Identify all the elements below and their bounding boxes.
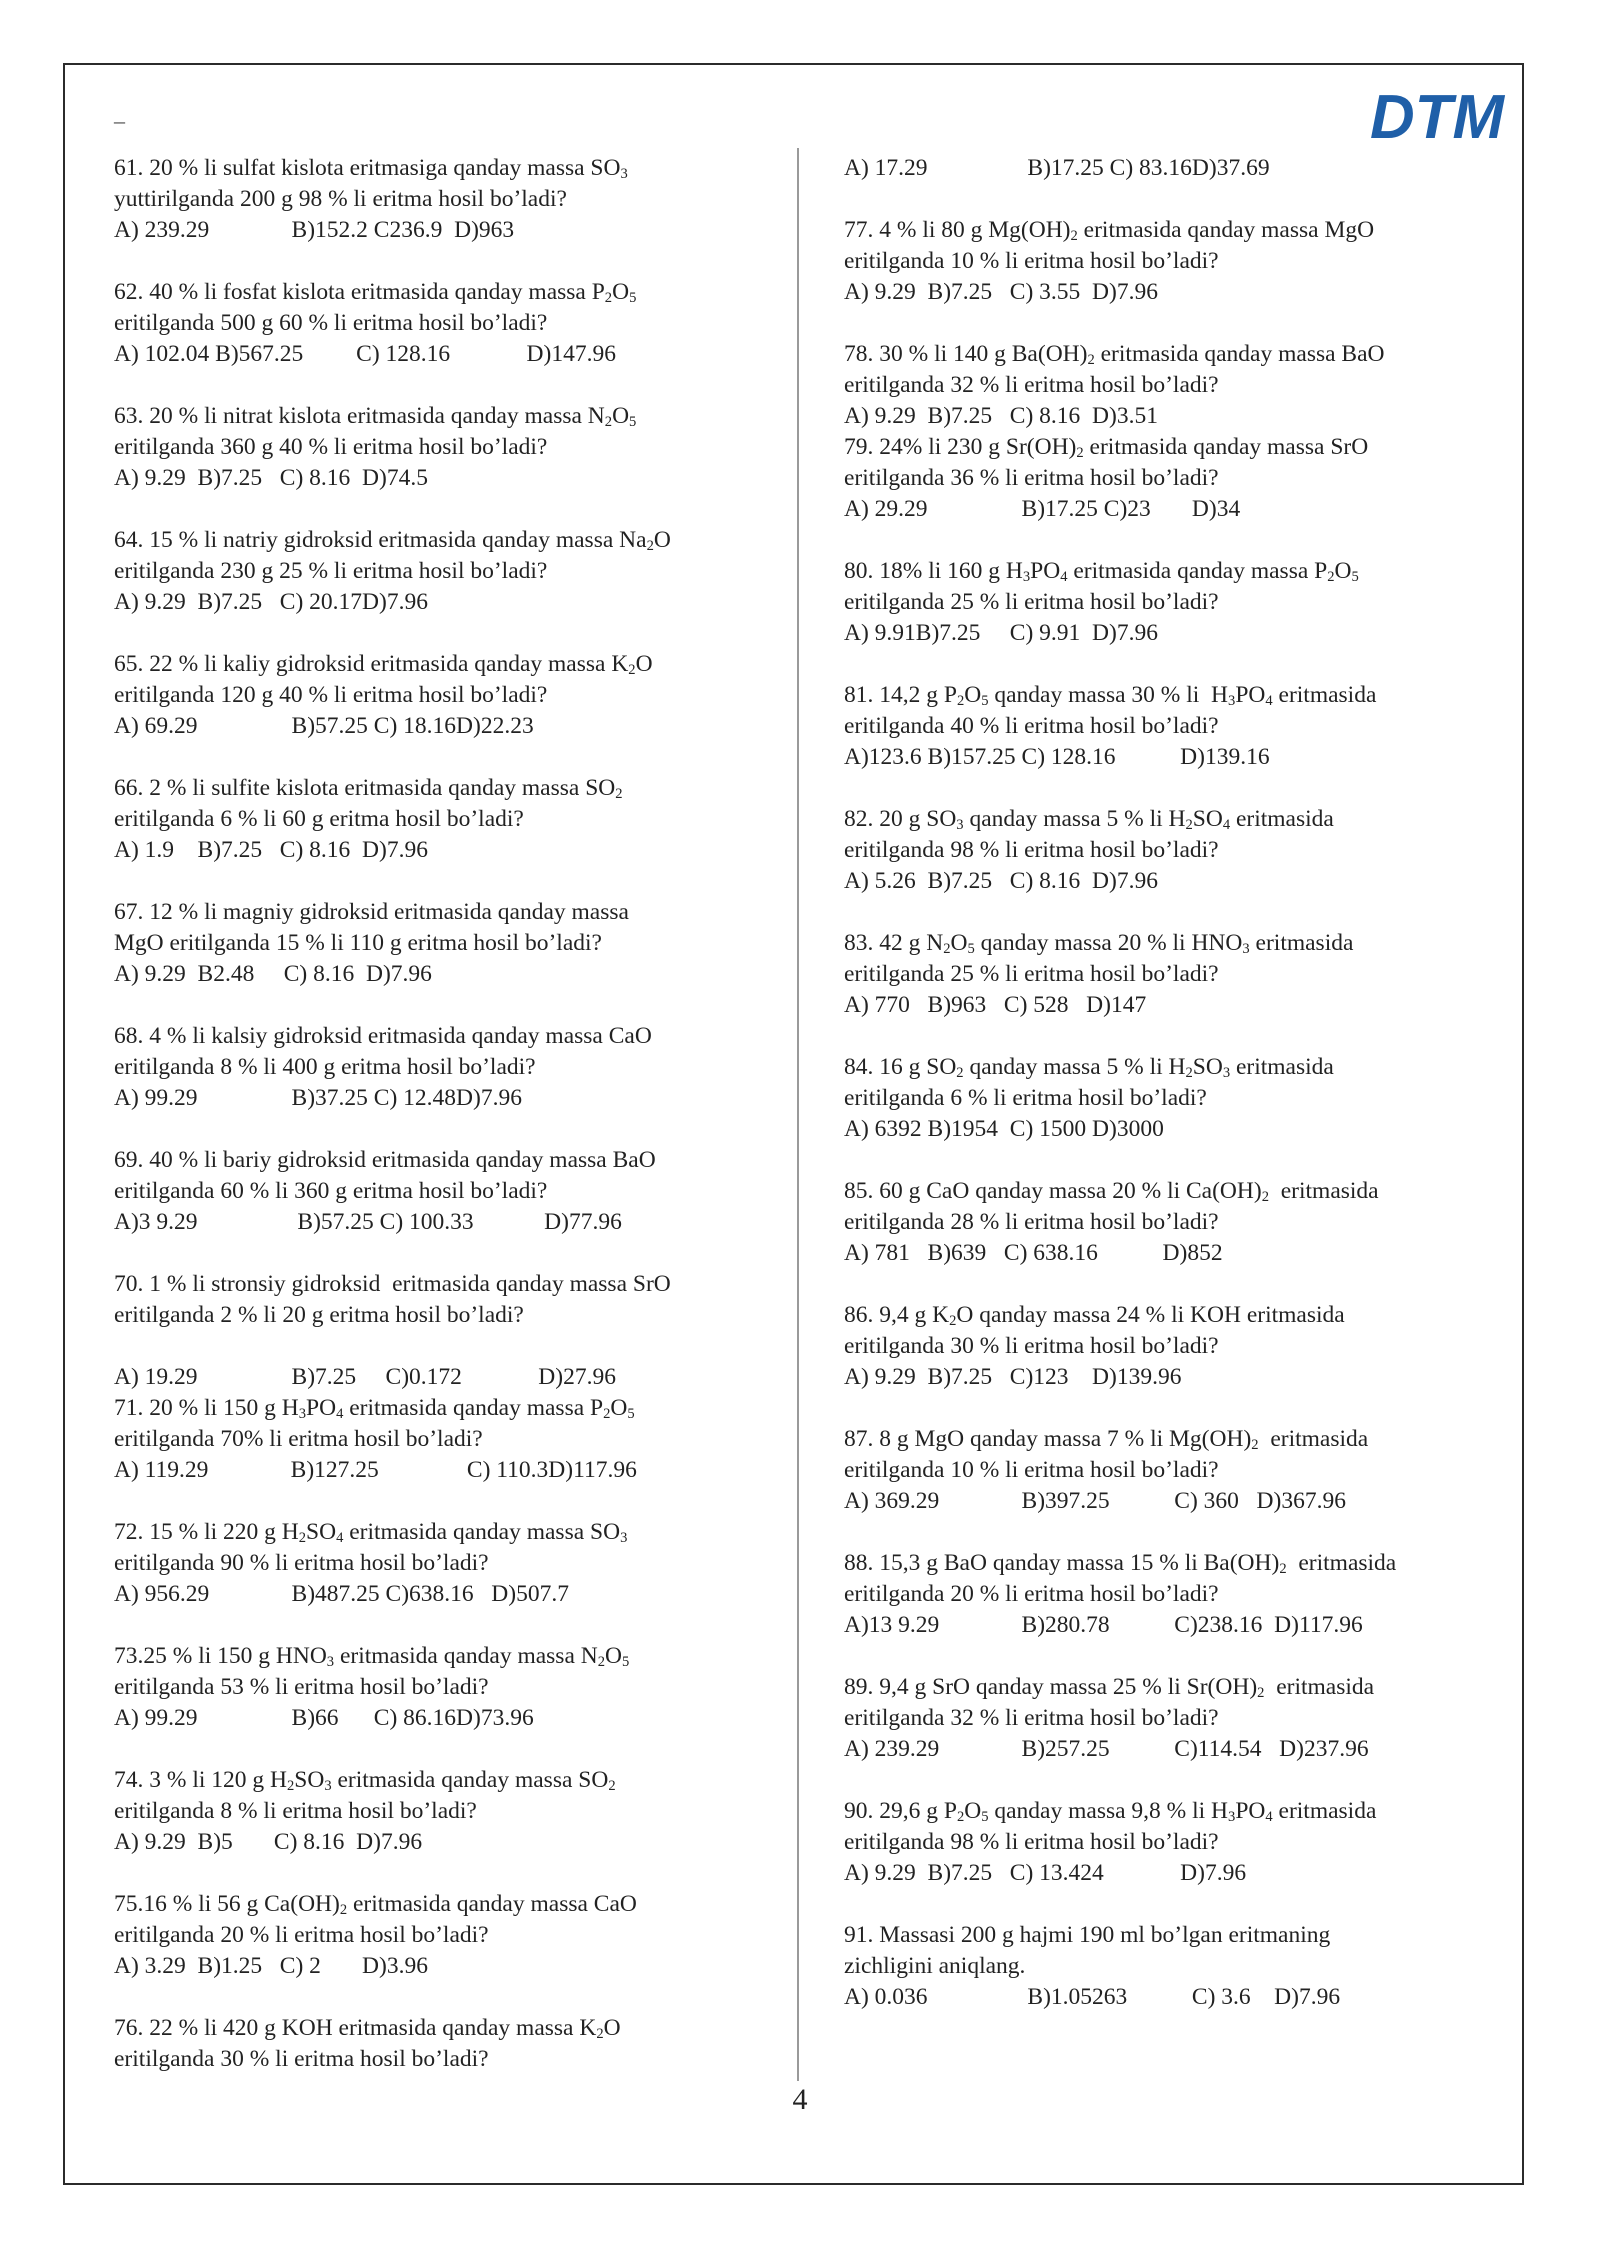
question-block: [844, 928, 1504, 1021]
question-line: 65. 22 % li kaliy gidroksid eritmasida qanday massa $K_2O$: [114, 651, 653, 678]
question-block: [844, 1300, 1504, 1393]
right-column: [844, 153, 1504, 2044]
question-line: A) 29.29 B)17.25 C)23 D)34: [844, 496, 1241, 522]
question-block: [844, 1176, 1504, 1269]
question-line: A) 17.29 B)17.25 C) 83.16D)37.69: [844, 155, 1270, 181]
question-block: [844, 804, 1504, 897]
question-line: eritilganda 20 % li eritma hosil bo’ladi?: [114, 1922, 489, 1948]
question-line: A) 99.29 B)37.25 C) 12.48D)7.96: [114, 1085, 522, 1111]
question-line: 73.25 % li 150 g $HNO_3$ eritmasida qanday massa $N_2O_5$: [114, 1643, 630, 1670]
question-line: MgO eritilganda 15 % li 110 g eritma hosil bo’ladi?: [114, 930, 602, 956]
question-line: eritilganda 6 % li eritma hosil bo’ladi?: [844, 1085, 1207, 1111]
question-line: eritilganda 32 % li eritma hosil bo’ladi?: [844, 1705, 1219, 1731]
question-line: 71. 20 % li 150 g $H_3PO_4$ eritmasida qanday massa $P_2O_5$: [114, 1395, 635, 1422]
question-line: A) 69.29 B)57.25 C) 18.16D)22.23: [114, 713, 534, 739]
question-line: A) 239.29 B)152.2 C236.9 D)963: [114, 217, 515, 243]
question-line: eritilganda 32 % li eritma hosil bo’ladi?: [844, 372, 1219, 398]
question-line: A) 781 B)639 C) 638.16 D)852: [844, 1240, 1223, 1266]
question-line: eritilganda 25 % li eritma hosil bo’ladi?: [844, 589, 1219, 615]
question-line: 62. 40 % li fosfat kislota eritmasida qanday massa $P_2O_5$: [114, 279, 637, 306]
question-line: eritilganda 10 % li eritma hosil bo’ladi?: [844, 248, 1219, 274]
question-line: A)123.6 B)157.25 C) 128.16 D)139.16: [844, 744, 1270, 770]
question-block: [844, 1672, 1504, 1765]
question-block: [844, 680, 1504, 773]
question-line: 83. 42 g $N_2O_5$ qanday massa 20 % li $HNO_3$ eritmasida: [844, 930, 1354, 957]
question-line: 70. 1 % li stronsiy gidroksid eritmasida qanday massa SrO: [114, 1271, 671, 1297]
column-divider: [797, 148, 799, 2081]
question-line: eritilganda 230 g 25 % li eritma hosil bo’ladi?: [114, 558, 548, 584]
question-line: 88. 15,3 g BaO qanday massa 15 % li $Ba(OH)_2$ eritmasida: [844, 1550, 1397, 1577]
question-line: 91. Massasi 200 g hajmi 190 ml bo’lgan eritmaning: [844, 1922, 1331, 1948]
question-line: A) 239.29 B)257.25 C)114.54 D)237.96: [844, 1736, 1369, 1762]
question-line: 75.16 % li 56 g $Ca(OH)_2$ eritmasida qanday massa CaO: [114, 1891, 637, 1918]
question-line: A) 5.26 B)7.25 C) 8.16 D)7.96: [844, 868, 1158, 894]
question-line: eritilganda 25 % li eritma hosil bo’ladi?: [844, 961, 1219, 987]
question-block: [844, 1424, 1504, 1517]
left-column: [114, 153, 774, 2106]
question-line: [114, 1331, 774, 1362]
question-block: [844, 339, 1504, 432]
question-block: [844, 153, 1504, 184]
question-line: A) 9.29 B)7.25 C) 3.55 D)7.96: [844, 279, 1158, 305]
question-line: 79. 24% li 230 g $Sr(OH)_2$ eritmasida qanday massa SrO: [844, 434, 1369, 461]
question-line: 81. 14,2 g $P_2O_5$ qanday massa 30 % li $H_3PO_4$ eritmasida: [844, 682, 1377, 709]
question-line: 85. 60 g CaO qanday massa 20 % li $Ca(OH)_2$ eritmasida: [844, 1178, 1379, 1205]
question-line: A) 9.29 B)7.25 C) 20.17D)7.96: [114, 589, 428, 615]
question-block: [114, 153, 774, 246]
question-line: A) 102.04 B)567.25 C) 128.16 D)147.96: [114, 341, 616, 367]
question-line: A) 99.29 B)66 C) 86.16D)73.96: [114, 1705, 534, 1731]
question-line: A) 9.29 B)7.25 C) 8.16 D)74.5: [114, 465, 428, 491]
question-line: 64. 15 % li natriy gidroksid eritmasida qanday massa $Na_2O$: [114, 527, 671, 554]
question-block: [114, 1889, 774, 1982]
question-line: A) 119.29 B)127.25 C) 110.3D)117.96: [114, 1457, 637, 1483]
question-line: eritilganda 2 % li 20 g eritma hosil bo’ladi?: [114, 1302, 524, 1328]
question-line: A) 0.036 B)1.05263 C) 3.6 D)7.96: [844, 1984, 1341, 2010]
question-line: 89. 9,4 g SrO qanday massa 25 % li $Sr(OH)_2$ eritmasida: [844, 1674, 1375, 1701]
question-block: [844, 1796, 1504, 1889]
question-block: [114, 1765, 774, 1858]
question-line: 61. 20 % li sulfat kislota eritmasiga qanday massa $SO_3$: [114, 155, 628, 182]
question-block: [114, 773, 774, 866]
question-line: 72. 15 % li 220 g $H_2SO_4$ eritmasida qanday massa $SO_3$: [114, 1519, 628, 1546]
question-line: eritilganda 500 g 60 % li eritma hosil bo’ladi?: [114, 310, 548, 336]
question-line: 77. 4 % li 80 g $Mg(OH)_2$ eritmasida qanday massa MgO: [844, 217, 1375, 244]
header-dash: –: [114, 108, 125, 133]
question-line: 63. 20 % li nitrat kislota eritmasida qanday massa $N_2O_5$: [114, 403, 637, 430]
question-line: A) 6392 B)1954 C) 1500 D)3000: [844, 1116, 1164, 1142]
question-line: eritilganda 8 % li eritma hosil bo’ladi?: [114, 1798, 477, 1824]
question-line: eritilganda 36 % li eritma hosil bo’ladi?: [844, 465, 1219, 491]
question-block: [114, 1021, 774, 1114]
question-line: A)3 9.29 B)57.25 C) 100.33 D)77.96: [114, 1209, 622, 1235]
question-line: A) 1.9 B)7.25 C) 8.16 D)7.96: [114, 837, 428, 863]
question-line: 74. 3 % li 120 g $H_2SO_3$ eritmasida qanday massa $SO_2$: [114, 1767, 616, 1794]
question-line: yuttirilganda 200 g 98 % li eritma hosil bo’ladi?: [114, 186, 567, 212]
dtm-logo: [1368, 84, 1508, 148]
question-block: [844, 432, 1504, 525]
question-block: [114, 525, 774, 618]
question-line: A) 956.29 B)487.25 C)638.16 D)507.7: [114, 1581, 569, 1607]
question-line: 87. 8 g MgO qanday massa 7 % li $Mg(OH)_2$ eritmasida: [844, 1426, 1369, 1453]
question-line: A) 3.29 B)1.25 C) 2 D)3.96: [114, 1953, 428, 1979]
question-block: [114, 1269, 774, 1393]
question-line: A) 9.29 B)7.25 C) 8.16 D)3.51: [844, 403, 1158, 429]
question-line: A) 9.29 B2.48 C) 8.16 D)7.96: [114, 961, 432, 987]
question-block: [114, 277, 774, 370]
question-block: [844, 556, 1504, 649]
question-line: eritilganda 120 g 40 % li eritma hosil bo’ladi?: [114, 682, 548, 708]
question-line: A) 770 B)963 C) 528 D)147: [844, 992, 1147, 1018]
question-line: eritilganda 8 % li 400 g eritma hosil bo’ladi?: [114, 1054, 536, 1080]
question-line: eritilganda 30 % li eritma hosil bo’ladi?: [114, 2046, 489, 2072]
question-line: 66. 2 % li sulfite kislota eritmasida qanday massa $SO_2$: [114, 775, 623, 802]
dtm-logo-text: DTM: [1370, 84, 1506, 148]
question-line: eritilganda 98 % li eritma hosil bo’ladi?: [844, 1829, 1219, 1855]
question-line: eritilganda 10 % li eritma hosil bo’ladi?: [844, 1457, 1219, 1483]
question-line: eritilganda 20 % li eritma hosil bo’ladi?: [844, 1581, 1219, 1607]
question-line: zichligini aniqlang.: [844, 1953, 1026, 1979]
question-line: A) 19.29 B)7.25 C)0.172 D)27.96: [114, 1364, 616, 1390]
question-line: eritilganda 28 % li eritma hosil bo’ladi?: [844, 1209, 1219, 1235]
question-line: 67. 12 % li magniy gidroksid eritmasida qanday massa: [114, 899, 629, 925]
question-line: eritilganda 90 % li eritma hosil bo’ladi?: [114, 1550, 489, 1576]
question-line: A)13 9.29 B)280.78 C)238.16 D)117.96: [844, 1612, 1363, 1638]
question-line: eritilganda 360 g 40 % li eritma hosil bo’ladi?: [114, 434, 548, 460]
question-line: eritilganda 70% li eritma hosil bo’ladi?: [114, 1426, 483, 1452]
question-block: [114, 1145, 774, 1238]
question-line: eritilganda 98 % li eritma hosil bo’ladi?: [844, 837, 1219, 863]
page-number: 4: [792, 2083, 808, 2116]
question-block: [114, 649, 774, 742]
question-line: 78. 30 % li 140 g $Ba(OH)_2$ eritmasida qanday massa BaO: [844, 341, 1385, 368]
question-block: [114, 401, 774, 494]
question-line: A) 369.29 B)397.25 C) 360 D)367.96: [844, 1488, 1346, 1514]
question-line: 86. 9,4 g $K_2O$ qanday massa 24 % li KOH eritmasida: [844, 1302, 1345, 1329]
question-line: 84. 16 g $SO_2$ qanday massa 5 % li $H_2SO_3$ eritmasida: [844, 1054, 1334, 1081]
question-line: eritilganda 40 % li eritma hosil bo’ladi?: [844, 713, 1219, 739]
question-line: 80. 18% li 160 g $H_3PO_4$ eritmasida qanday massa $P_2O_5$: [844, 558, 1359, 585]
question-line: A) 9.29 B)5 C) 8.16 D)7.96: [114, 1829, 423, 1855]
question-line: 76. 22 % li 420 g KOH eritmasida qanday massa $K_2O$: [114, 2015, 621, 2042]
question-block: [114, 897, 774, 990]
question-line: eritilganda 6 % li 60 g eritma hosil bo’ladi?: [114, 806, 524, 832]
question-block: [114, 1641, 774, 1734]
question-line: 82. 20 g $SO_3$ qanday massa 5 % li $H_2SO_4$ eritmasida: [844, 806, 1334, 833]
question-block: [844, 1052, 1504, 1145]
question-line: eritilganda 60 % li 360 g eritma hosil bo’ladi?: [114, 1178, 548, 1204]
question-line: 69. 40 % li bariy gidroksid eritmasida qanday massa BaO: [114, 1147, 656, 1173]
question-line: A) 9.29 B)7.25 C)123 D)139.96: [844, 1364, 1182, 1390]
question-line: eritilganda 30 % li eritma hosil bo’ladi?: [844, 1333, 1219, 1359]
question-block: [844, 215, 1504, 308]
question-block: [844, 1548, 1504, 1641]
question-block: [844, 1920, 1504, 2013]
question-block: [114, 1517, 774, 1610]
question-block: [114, 2013, 774, 2075]
question-line: 90. 29,6 g $P_2O_5$ qanday massa 9,8 % li $H_3PO_4$ eritmasida: [844, 1798, 1377, 1825]
question-line: eritilganda 53 % li eritma hosil bo’ladi?: [114, 1674, 489, 1700]
question-line: A) 9.29 B)7.25 C) 13.424 D)7.96: [844, 1860, 1247, 1886]
question-line: 68. 4 % li kalsiy gidroksid eritmasida qanday massa CaO: [114, 1023, 652, 1049]
question-block: [114, 1393, 774, 1486]
question-line: A) 9.91B)7.25 C) 9.91 D)7.96: [844, 620, 1158, 646]
